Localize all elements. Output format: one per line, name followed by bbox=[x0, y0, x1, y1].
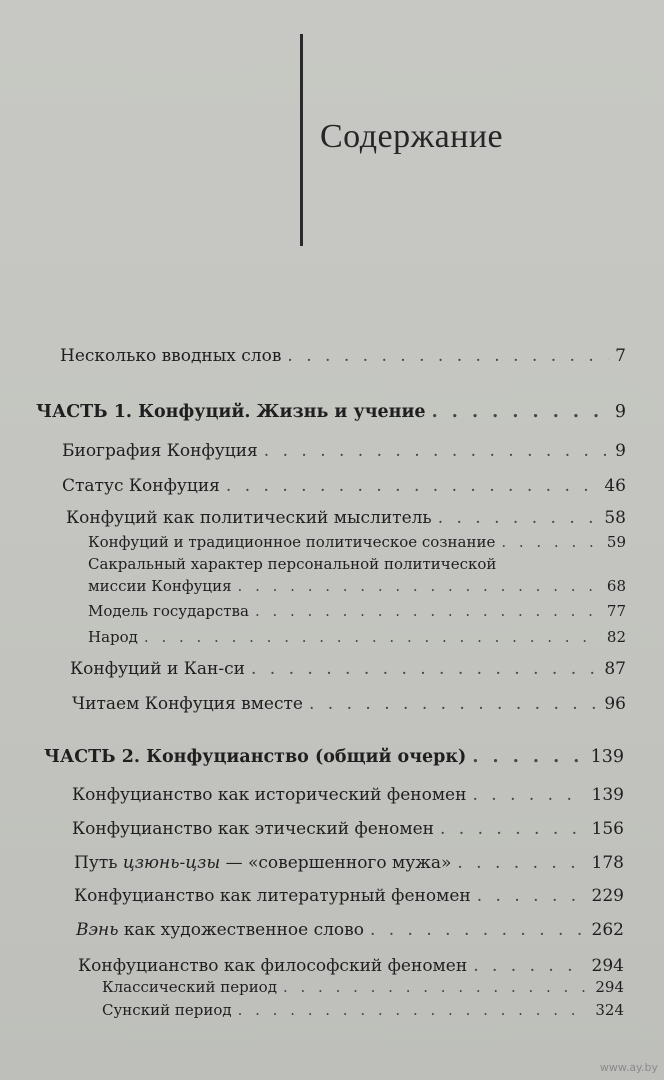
toc-entry-page: 156 bbox=[591, 819, 624, 839]
leader-dots bbox=[283, 978, 589, 996]
toc-entry-label: Модель государства bbox=[88, 602, 249, 620]
toc-entry-page: 68 bbox=[606, 577, 626, 595]
toc-entry-page: 87 bbox=[604, 659, 626, 679]
toc-entry bbox=[60, 346, 626, 366]
leader-dots bbox=[226, 476, 598, 496]
toc-entry-label: миссии Конфуция bbox=[88, 577, 232, 595]
toc-entry bbox=[70, 659, 626, 679]
toc-entry-page: 82 bbox=[606, 628, 626, 646]
toc-part-heading bbox=[36, 402, 626, 422]
toc-entry bbox=[74, 853, 624, 873]
leader-dots bbox=[251, 659, 598, 679]
toc-subentry bbox=[102, 978, 624, 996]
toc-subentry bbox=[88, 602, 626, 620]
toc-entry-page: 77 bbox=[606, 602, 626, 620]
label-prefix: Путь bbox=[74, 853, 123, 873]
leader-dots bbox=[238, 1001, 590, 1019]
toc-entry bbox=[72, 785, 624, 805]
toc-entry-label: ЧАСТЬ 2. Конфуцианство (общий очерк) bbox=[44, 747, 467, 767]
toc-entry-page: 178 bbox=[591, 853, 624, 873]
leader-dots bbox=[477, 886, 586, 906]
toc-entry-label: Статус Конфуция bbox=[62, 476, 220, 496]
leader-dots bbox=[264, 441, 609, 461]
label-italic-term: цзюнь-цзы bbox=[122, 853, 221, 873]
toc-entry-page: 294 bbox=[591, 956, 624, 976]
toc-part-heading bbox=[44, 747, 624, 767]
leader-dots bbox=[309, 694, 598, 714]
leader-dots bbox=[255, 602, 601, 620]
leader-dots bbox=[472, 785, 585, 805]
toc-entry-label: ЧАСТЬ 1. Конфуций. Жизнь и учение bbox=[36, 402, 426, 422]
toc-subentry bbox=[88, 577, 626, 595]
toc-entry-label: Несколько вводных слов bbox=[60, 346, 282, 366]
toc-entry-page: 9 bbox=[614, 402, 626, 422]
leader-dots bbox=[501, 533, 601, 551]
leader-dots bbox=[238, 577, 601, 595]
toc-entry-page: 7 bbox=[615, 346, 626, 366]
leader-dots bbox=[370, 920, 586, 940]
toc-subentry bbox=[88, 533, 626, 551]
leader-dots bbox=[287, 346, 609, 366]
toc-subentry bbox=[88, 628, 626, 646]
page-title: Содержание bbox=[320, 118, 504, 155]
toc-entry bbox=[76, 920, 624, 940]
label-italic-term: Вэнь bbox=[76, 920, 119, 940]
label-suffix: как художественное слово bbox=[118, 920, 364, 940]
watermark: www.ay.by bbox=[599, 1061, 658, 1074]
label-suffix: — «совершенного мужа» bbox=[220, 853, 452, 873]
toc-entry-label: Конфуций как политический мыслитель bbox=[66, 508, 432, 528]
toc-entry-label bbox=[74, 853, 451, 873]
leader-dots bbox=[472, 747, 584, 767]
toc-entry-page: 262 bbox=[591, 920, 624, 940]
leader-dots bbox=[473, 956, 585, 976]
leader-dots bbox=[440, 819, 586, 839]
leader-dots bbox=[144, 628, 601, 646]
toc-entry-page: 46 bbox=[604, 476, 626, 496]
toc-entry-page: 229 bbox=[591, 886, 624, 906]
leader-dots bbox=[457, 853, 585, 873]
toc-entry-page: 9 bbox=[615, 441, 626, 461]
toc-entry-label: Конфуций и традиционное политическое сознание bbox=[88, 533, 496, 551]
toc-entry-page: 139 bbox=[591, 785, 624, 805]
toc-entry bbox=[74, 886, 624, 906]
toc-entry-label: Конфуцианство как литературный феномен bbox=[74, 886, 471, 906]
toc-entry bbox=[78, 956, 624, 976]
toc-entry-label: Классический период bbox=[102, 978, 277, 996]
toc-entry-label bbox=[76, 920, 364, 940]
toc-subentry-line1: Сакральный характер персональной политической bbox=[88, 555, 497, 573]
toc-entry-page: 139 bbox=[590, 747, 624, 767]
toc-entry-label: Читаем Конфуция вместе bbox=[72, 694, 303, 714]
toc-entry-page: 59 bbox=[606, 533, 626, 551]
toc-entry bbox=[72, 819, 624, 839]
toc-entry-label: Конфуцианство как философский феномен bbox=[78, 956, 468, 976]
toc-entry-page: 324 bbox=[595, 1001, 624, 1019]
toc-entry-page: 294 bbox=[595, 978, 624, 996]
toc-entry-label: Сунский период bbox=[102, 1001, 232, 1019]
toc-entry-page: 96 bbox=[604, 694, 626, 714]
leader-dots bbox=[432, 402, 609, 422]
toc-subentry bbox=[102, 1001, 624, 1019]
toc-entry-label: Конфуций и Кан-си bbox=[70, 659, 245, 679]
toc-entry bbox=[66, 508, 626, 528]
toc-entry-label: Биография Конфуция bbox=[62, 441, 258, 461]
toc-entry bbox=[62, 476, 626, 496]
leader-dots bbox=[438, 508, 599, 528]
toc-entry-page: 58 bbox=[604, 508, 626, 528]
toc-entry-label: Конфуцианство как исторический феномен bbox=[72, 785, 467, 805]
toc-entry bbox=[62, 441, 626, 461]
toc-entry-label: Конфуцианство как этический феномен bbox=[72, 819, 434, 839]
toc-entry-label: Народ bbox=[88, 628, 138, 646]
toc-entry bbox=[72, 694, 626, 714]
